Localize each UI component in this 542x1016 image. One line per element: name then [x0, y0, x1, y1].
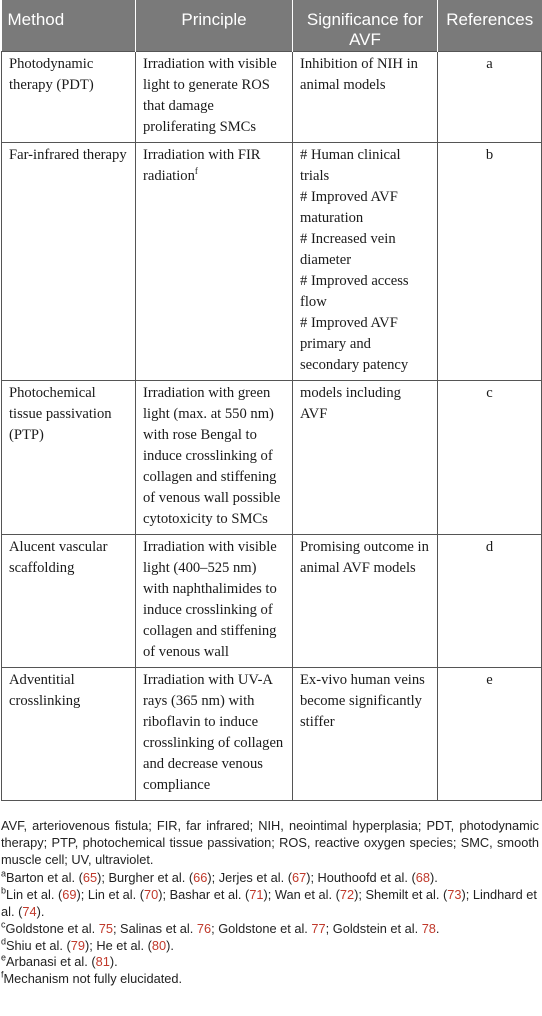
significance-item: # Human clinical trials — [300, 146, 401, 184]
table-row — [2, 534, 542, 667]
reference-link: 66 — [193, 870, 208, 886]
significance-cell — [293, 534, 438, 667]
header-method: Method — [2, 0, 136, 51]
method-cell: Adventitial crosslinking — [2, 667, 136, 800]
reference-link: 81 — [95, 954, 110, 970]
reference-cell: c — [438, 380, 542, 534]
principle-text: Irradiation with FIR radiation — [143, 146, 261, 184]
method-cell: Alucent vascular scaffolding — [2, 534, 136, 667]
reference-link: 70 — [144, 887, 159, 903]
reference-link: 77 — [311, 920, 326, 936]
significance-item: Inhibition of NIH in animal models — [300, 55, 418, 93]
table-footnotes — [1, 818, 539, 988]
reference-cell: b — [438, 142, 542, 380]
principle-text: Irradiation with visible light (400–525 nm) with naphthalimides to induce crosslinking of collagen and stiffening of venous wall — [143, 538, 277, 660]
footnote: $^e$Arbanasi et al. (81). — [1, 953, 118, 970]
footnote-marker: a — [1, 869, 7, 880]
method-cell: Far-infrared therapy — [2, 142, 136, 380]
reference-link: 78 — [421, 920, 436, 936]
reference-link: 68 — [415, 870, 430, 886]
header-principle: Principle — [136, 0, 293, 51]
footnote-marker: d — [1, 936, 7, 947]
significance-cell — [293, 380, 438, 534]
header-significance: Significance for AVF — [293, 0, 438, 51]
reference-link: 79 — [70, 937, 85, 953]
reference-link: 69 — [62, 887, 77, 903]
footnote-marker: e — [1, 953, 7, 964]
reference-link: 72 — [339, 887, 355, 903]
abbreviations-note: AVF, arteriovenous fistula; FIR, far infrared; NIH, neointimal hyperplasia; PDT, photodynamic therapy; PTP, photochemical tissue passivation; ROS, reactive oxygen species; SMC, smooth muscle cell; UV, ultraviolet. — [1, 818, 539, 867]
principle-text: Irradiation with UV-A rays (365 nm) with riboflavin to induce crosslinking of collagen and decrease venous compliance — [143, 671, 284, 793]
significance-item: # Improved AVF primary and secondary patency — [300, 314, 409, 373]
significance-item: # Improved access flow — [300, 272, 409, 310]
principle-cell — [136, 51, 293, 142]
significance-item: models including AVF — [300, 384, 401, 422]
reference-cell: d — [438, 534, 542, 667]
table-row — [2, 51, 542, 142]
significance-item: Ex-vivo human veins become significantly stiffer — [300, 671, 425, 730]
reference-link: 80 — [151, 937, 167, 953]
principle-cell — [136, 667, 293, 800]
significance-cell — [293, 142, 438, 380]
footnote: $^c$Goldstone et al. 75; Salinas et al. 76; Goldstone et al. 77; Goldstein et al. 78. — [1, 919, 440, 936]
principle-text: Irradiation with green light (max. at 550 nm) with rose Bengal to induce crosslinking of collagen and stiffening of venous wall possible cytotoxicity to SMCs — [143, 384, 281, 527]
footnote: $^a$Barton et al. (65); Burgher et al. (66); Jerjes et al. (67); Houthoofd et al. (68). — [1, 869, 438, 886]
footnote: $^f$Mechanism not fully elucidated. — [1, 969, 183, 987]
table-row — [2, 380, 542, 534]
principle-cell — [136, 380, 293, 534]
reference-cell: e — [438, 667, 542, 800]
reference-cell: a — [438, 51, 542, 142]
principle-cell — [136, 534, 293, 667]
reference-footnotes — [1, 870, 539, 988]
significance-item: # Increased vein diameter — [300, 230, 396, 268]
reference-link: 76 — [196, 920, 212, 936]
table-body — [2, 51, 542, 800]
significance-cell — [293, 667, 438, 800]
reference-link: 73 — [447, 887, 462, 903]
significance-cell — [293, 51, 438, 142]
method-cell: Photodynamic therapy (PDT) — [2, 51, 136, 142]
reference-link: 71 — [249, 887, 264, 903]
footnote: $^d$Shiu et al. (79); He et al. (80). — [1, 936, 174, 953]
footnote: $^b$Lin et al. (69); Lin et al. (70); Bashar et al. (71); Wan et al. (72); Shemilt et al. (73); Lindhard et al. (74). — [1, 885, 537, 919]
principle-cell — [136, 142, 293, 380]
footnote-marker: f — [1, 969, 4, 980]
table-row — [2, 142, 542, 380]
header-references: References — [438, 0, 542, 51]
method-cell: Photochemical tissue passivation (PTP) — [2, 380, 136, 534]
footnote-marker: c — [1, 919, 6, 930]
significance-item: # Improved AVF maturation — [300, 188, 398, 226]
methods-table — [1, 0, 542, 801]
footnote-marker: b — [1, 885, 7, 896]
principle-text: Irradiation with visible light to generate ROS that damage proliferating SMCs — [143, 55, 277, 135]
reference-link: 65 — [82, 870, 98, 886]
reference-link: 75 — [98, 920, 113, 936]
reference-link: 67 — [291, 870, 307, 886]
footnote-marker: f — [194, 165, 198, 176]
table-row — [2, 667, 542, 800]
table-header — [2, 0, 542, 51]
reference-link: 74 — [22, 903, 37, 919]
significance-item: Promising outcome in animal AVF models — [300, 538, 429, 576]
